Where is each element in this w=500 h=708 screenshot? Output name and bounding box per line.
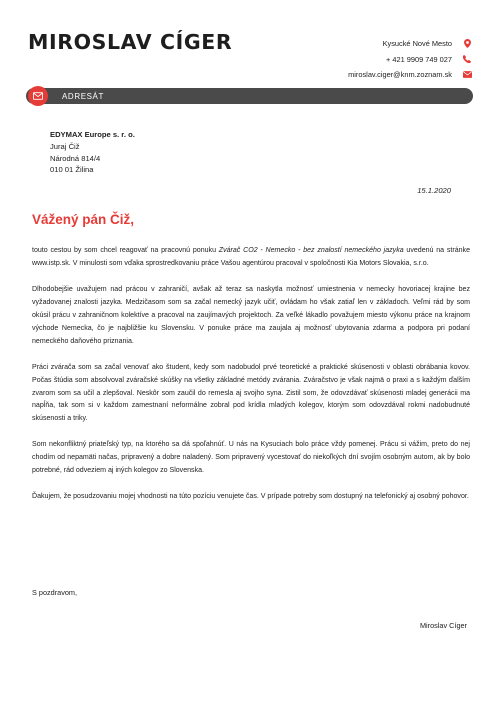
applicant-name: MIROSLAV CÍGER: [28, 30, 233, 54]
salutation: Vážený pán Čiž,: [32, 212, 135, 227]
contact-phone: [348, 52, 473, 68]
recipient-city: 010 01 Žilina: [50, 165, 94, 175]
paragraph-experience: Práci zvárača som sa začal venovať ako študent, kedy som nadobudol prvé teoretické a praktické skúsenosti v oblasti obrábania kovov. Počas štúdia som absolvoval zváračské skúšky na všetky základné metódy zvárania. Zváračstvo je však najmä o praxi a s každým ďalším zvarom som sa učil a zlepšoval. Neskôr som zaučil do remesla aj svojho syna. Zistil som, že odovzdávať skúsenosti mladej generácii ma napĺňa, tak som si v každom zamestnaní neformálne zobral pod krídla mladých kolegov, ktorým som odovzdával rokmi nadobudnuté skúsenosti a triky.: [32, 363, 470, 423]
signature: Miroslav Cíger: [419, 621, 467, 630]
contact-email-text: miroslav.ciger@knm.zoznam.sk: [348, 70, 452, 80]
envelope-icon: [461, 71, 473, 78]
recipient-company: EDYMAX Europe s. r. o.: [50, 130, 135, 139]
phone-icon: [461, 55, 473, 63]
location-pin-icon: [461, 39, 473, 48]
paragraph-intro: [32, 245, 470, 271]
paragraph-motivation: Dlhodobejšie uvažujem nad prácou v zahraničí, avšak až teraz sa naskytla možnosť umiestnenia v nemecky hovoriacej krajine bez vyžadovanej znalosti jazyka. Medzičasom som sa začal nemecký jazyk učiť, ovládam ho však zatiaľ len v základoch. Veľmi rád by som okúsil prácu v zahraničnom kolektíve a pracoval na zaujímavých projektoch. Za veľké lákadlo považujem miesto výkonu práce na krajnom východe Nemecka, čo je najbližšie ku Slovensku. V ponuke práce ma zaujala aj možnosť ubytovania zdarma a podpora pri podaní nemeckého daňového priznania.: [32, 286, 470, 345]
closing: S pozdravom,: [32, 588, 78, 597]
letter-body: [32, 245, 470, 517]
contact-location-text: Kysucké Nové Mesto: [382, 39, 452, 49]
recipient-street: Národná 814/4: [50, 153, 101, 163]
section-envelope-badge: [28, 86, 48, 106]
contact-block: [348, 36, 473, 83]
contact-email: [348, 67, 473, 83]
section-label: ADRESÁT: [62, 91, 104, 101]
recipient-person: Juraj Čiž: [50, 141, 80, 151]
paragraph-intro-end: uvedenú na stránke www.istp.sk. V minulosti som vďaka sprostredkovaniu práce Vašou agentúrou pracoval v spoločnosti Kia Motors Slovakia, s.r.o.: [32, 247, 470, 267]
envelope-icon: [33, 92, 43, 100]
recipient-address: [50, 129, 135, 176]
job-position-title: Zvárač CO2 - Nemecko - bez znalostí nemeckého jazyka: [218, 247, 404, 254]
paragraph-thanks: Ďakujem, že posudzovaniu mojej vhodnosti na túto pozíciu venujete čas. V prípade potreby som dostupný na telefonický aj osobný pohovor.: [32, 492, 469, 500]
paragraph-personality: Som nekonfliktný priateľský typ, na ktorého sa dá spoľahnúť. U nás na Kysuciach bolo práce vždy pomenej. Prácu si vážim, preto do nej chodím od nepamäti načas, pripravený a dobre naladený. Som pripravený vycestovať do niekoľkých dní svojím osobným autom, ak by bolo potrebné, rád odveziem aj iných kolegov zo Slovenska.: [32, 441, 470, 474]
contact-phone-text: + 421 9909 749 027: [386, 54, 452, 64]
letter-date: 15.1.2020: [417, 186, 451, 195]
paragraph-intro-start: touto cestou by som chcel reagovať na pracovnú ponuku: [32, 247, 219, 254]
contact-location: [348, 36, 473, 52]
